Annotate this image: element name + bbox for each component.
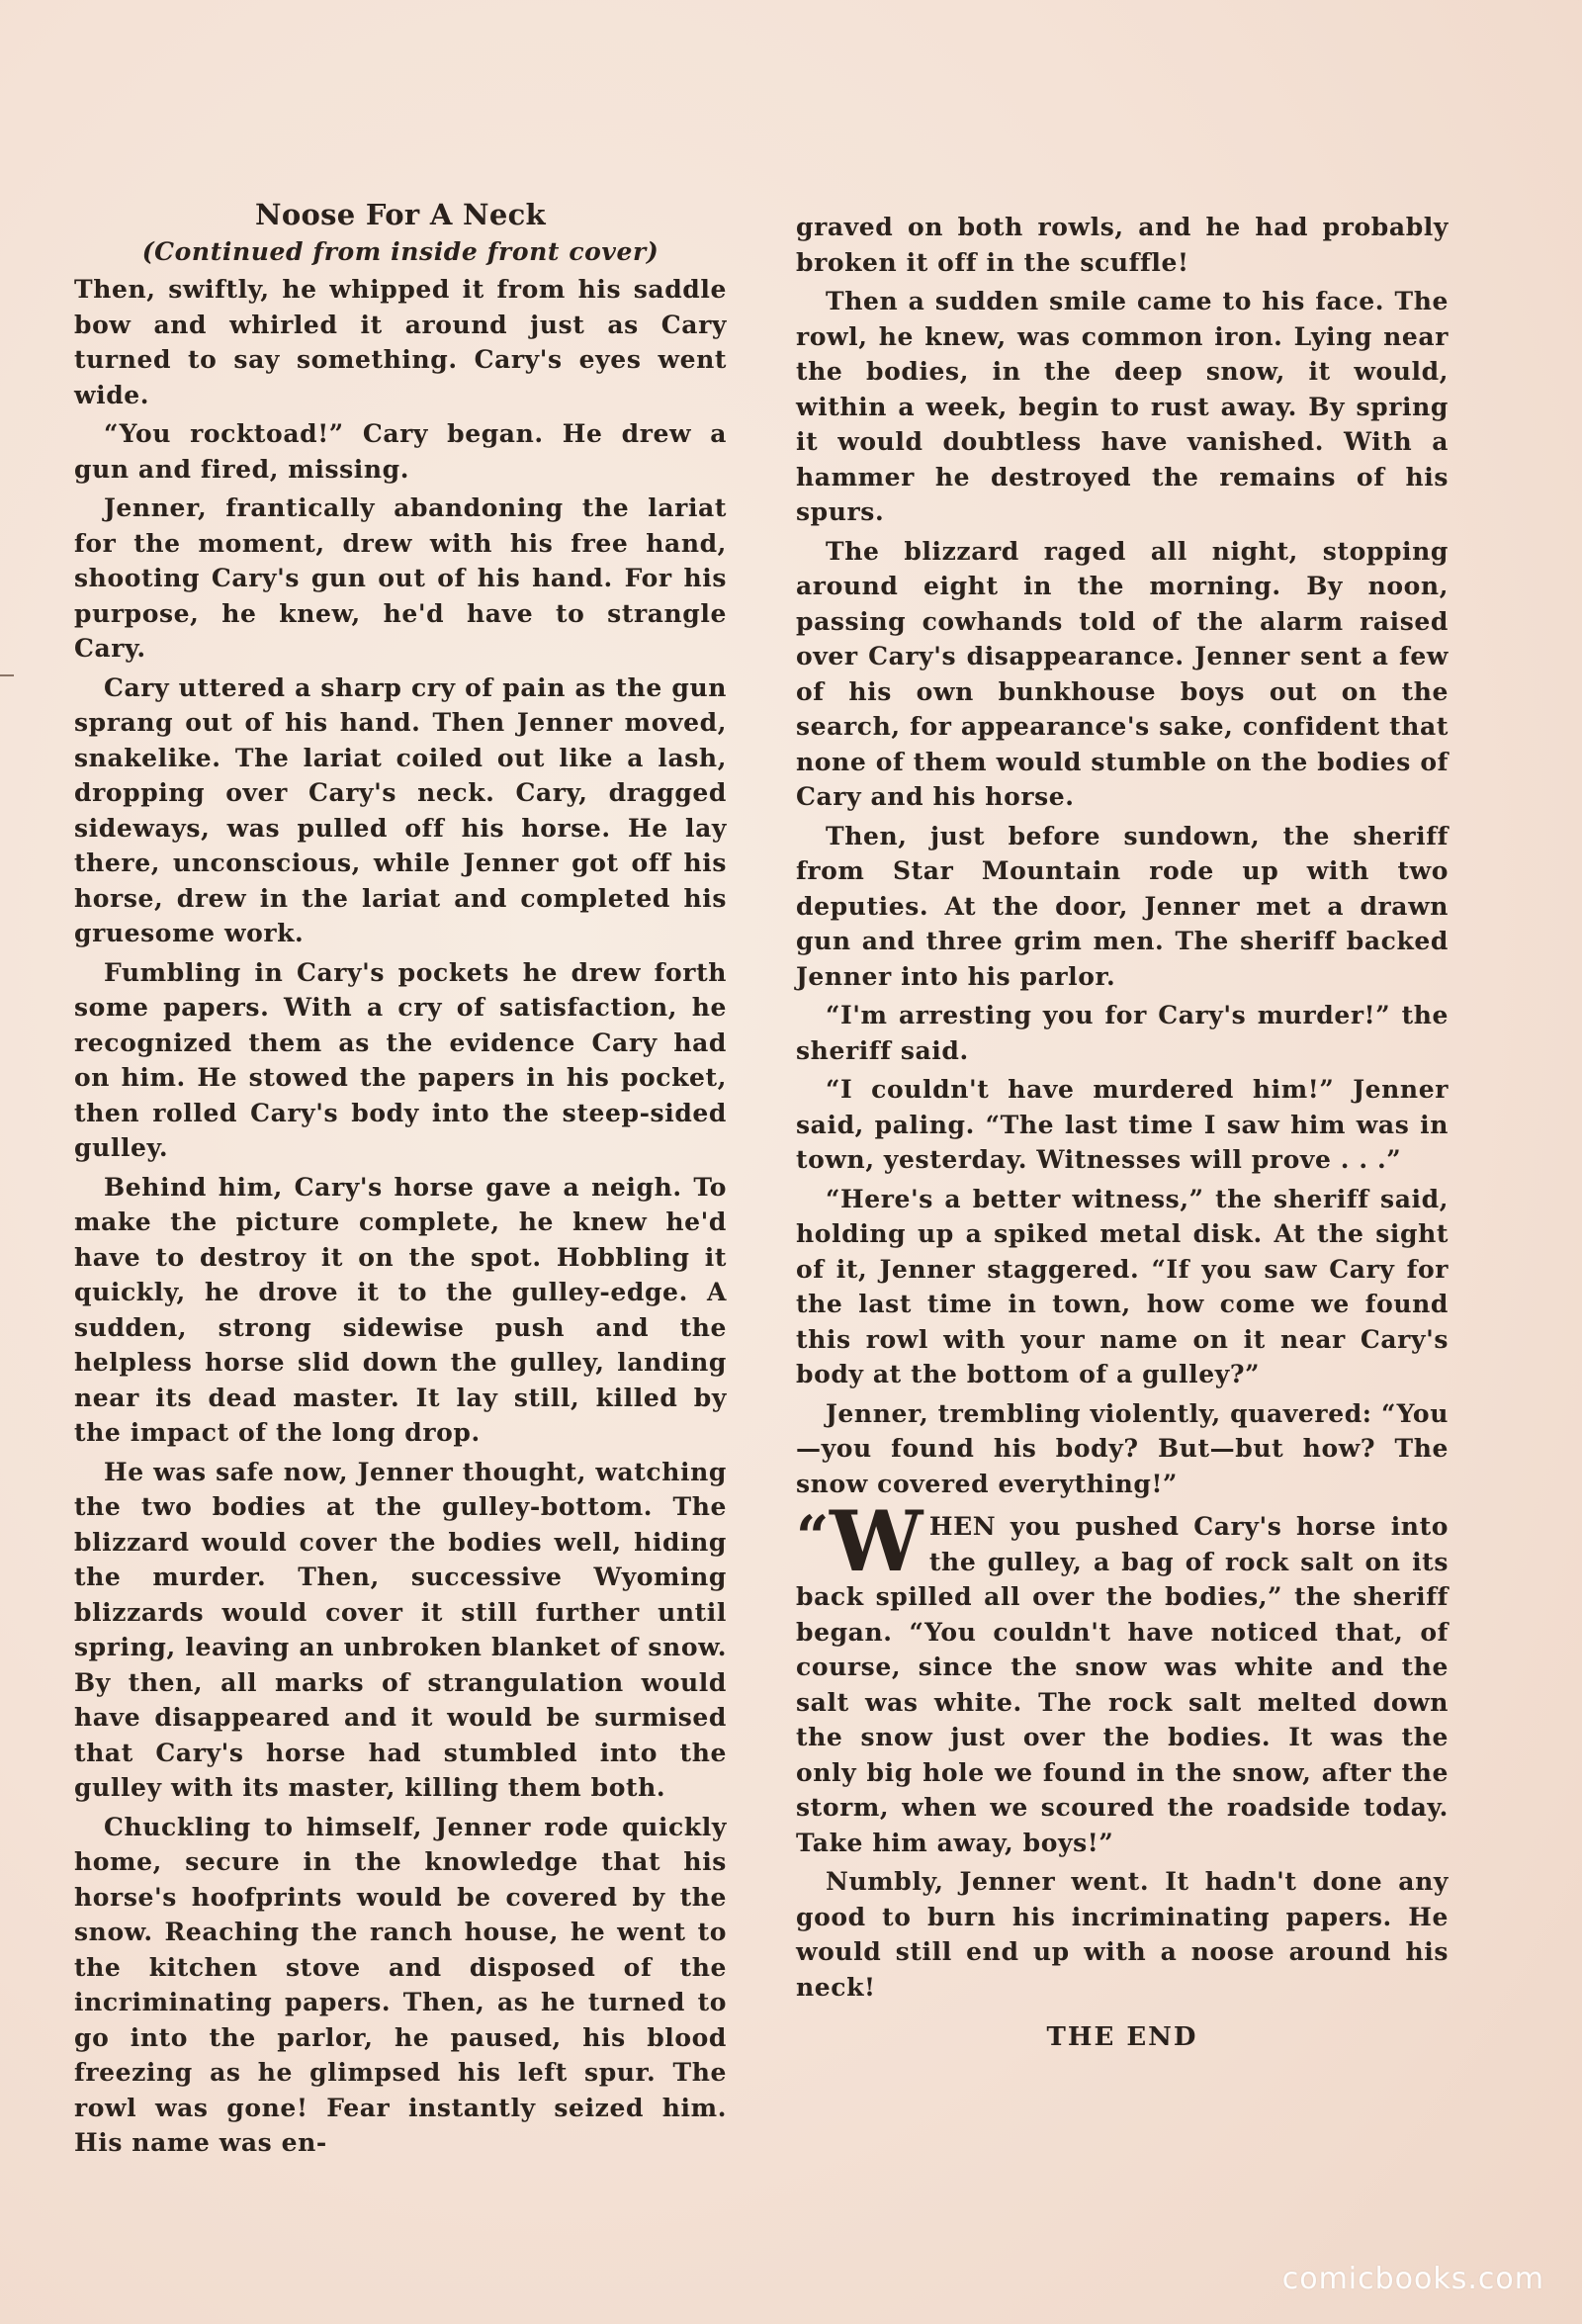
watermark: comicbooks.com — [1281, 2262, 1544, 2296]
paragraph: “Here's a better witness,” the sheriff said, holding up a spiked metal disk. At the sight of it, Jenner staggered. “If you saw Cary for the last time in town, how come we found this rowl with your name on it near Cary's body at the bottom of a gulley?” — [796, 1184, 1449, 1388]
story-subtitle: (Continued from inside front cover) — [141, 237, 659, 266]
paragraph: “You rocktoad!” Cary began. He drew a gun and fired, missing. — [74, 419, 727, 484]
paragraph: Cary uttered a sharp cry of pain as the gun sprang out of his hand. Then Jenner moved, snakelike. The lariat coiled out like a lash, dropping over Cary's neck. Cary, dragged sideways, was pulled off his horse. He lay there, unconscious, while Jenner got off his horse, drew in the lariat and completed his gruesome work. — [74, 672, 727, 947]
paragraph: The blizzard raged all night, stopping around eight in the morning. By noon, passing cowhands told of the alarm raised over Cary's disappearance. Jenner sent a few of his own bunkhouse boys out on the search, for appearance's sake, confident that none of them would stumble on the bodies of Cary and his horse. — [796, 536, 1449, 811]
paragraph: He was safe now, Jenner thought, watching the two bodies at the gulley-bottom. The blizzard would cover the bodies well, hiding the murder. Then, successive Wyoming blizzards would cover it still further until spring, leaving an unbroken blanket of snow. By then, all marks of strangulation would have disappeared and it would be surmised that Cary's horse had stumbled into the gulley with its master, killing them both. — [74, 1457, 727, 1802]
final-paragraph: Numbly, Jenner went. It hadn't done any good to burn his incriminating papers. He would still end up with a noose around his neck! — [796, 1867, 1449, 2002]
dropcap-quote: “ — [796, 1503, 830, 1570]
left-column — [74, 198, 727, 2165]
paragraph: Jenner, frantically abandoning the lariat for the moment, drew with his free hand, shooting Cary's gun out of his hand. For his purpose, he knew, he'd have to strangle Cary. — [74, 493, 727, 663]
paragraph: “I'm arresting you for Cary's murder!” the sheriff said. — [796, 1001, 1449, 1065]
paragraph: Jenner, trembling violently, quavered: “You —you found his body? But—but how? The snow covered everything!” — [796, 1398, 1449, 1498]
margin-mark — [0, 674, 14, 676]
paragraph: Then, swiftly, he whipped it from his saddle bow and whirled it around just as Cary turned to say something. Cary's eyes went wide. — [74, 275, 727, 409]
paragraph: Then a sudden smile came to his face. The rowl, he knew, was common iron. Lying near the bodies, in the deep snow, it would, within a week, begin to rust away. By spring it would doubtless have vanished. With a hammer he destroyed the remains of his spurs. — [796, 287, 1449, 526]
right-column — [796, 210, 1449, 2052]
paragraph: Fumbling in Cary's pockets he drew forth some papers. With a cry of satisfaction, he recognized them as the evidence Cary had on him. He stowed the papers in his pocket, then rolled Cary's body into the steep-sided gulley. — [74, 957, 727, 1162]
paragraph: Chuckling to himself, Jenner rode quickly home, secure in the knowledge that his horse's hoofprints would be covered by the snow. Reaching the ranch house, he went to the kitchen stove and disposed of the incriminating papers. Then, as he turned to go into the parlor, he paused, his blood freezing as he glimpsed his left spur. The rowl was gone! Fear instantly seized him. His name was en- — [74, 1812, 727, 2157]
dropcap-letter: W — [829, 1492, 923, 1590]
paragraph: graved on both rowls, and he had probably broken it off in the scuffle! — [796, 213, 1449, 277]
the-end-label: THE END — [1046, 2022, 1198, 2052]
dropcap-paragraph — [796, 1492, 1449, 1860]
paragraph: Then, just before sundown, the sheriff from Star Mountain rode up with two deputies. At the door, Jenner met a drawn gun and three grim men. The sheriff backed Jenner into his parlor. — [796, 821, 1449, 991]
paragraph: Behind him, Cary's horse gave a neigh. To make the picture complete, he knew he'd have to destroy it on the spot. Hobbling it quickly, he drove it to the gulley-edge. A sudden, strong sidewise push and the helpless horse slid down the gulley, landing near its dead master. It lay still, killed by the impact of the long drop. — [74, 1172, 727, 1447]
story-title: Noose For A Neck — [255, 198, 546, 231]
dropcap-text: HEN you pushed Cary's horse into the gulley, a bag of rock salt on its back spilled all over the bodies,” the sheriff began. “You couldn't have noticed that, of course, since the snow was white and the salt was white. The rock salt melted down the snow just over the bodies. It was the only big hole we found in the snow, after the storm, when we scoured the roadside today. Take him away, boys!” — [796, 1512, 1449, 1857]
paragraph: “I couldn't have murdered him!” Jenner said, paling. “The last time I saw him was in town, yesterday. Witnesses will prove . . .” — [796, 1075, 1449, 1174]
